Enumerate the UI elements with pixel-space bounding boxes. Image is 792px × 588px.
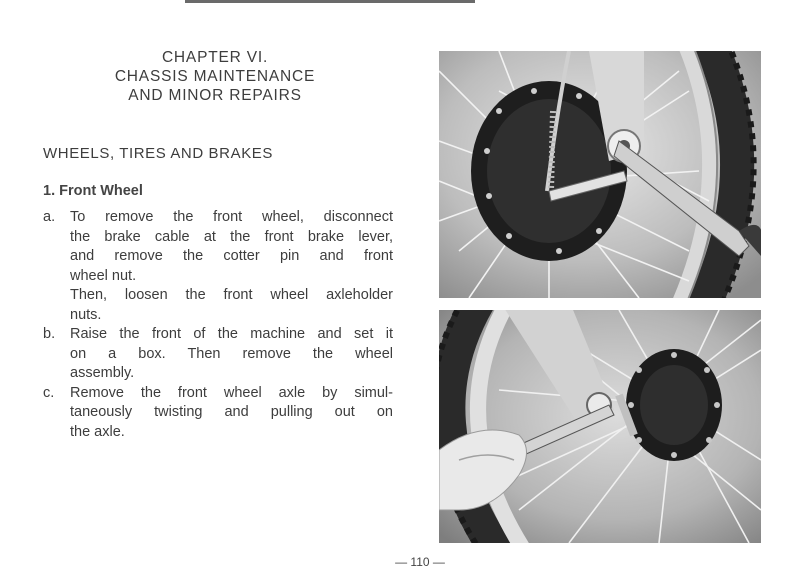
step-marker: a.: [43, 209, 56, 225]
chapter-title-line1: CHASSIS MAINTENANCE: [114, 68, 316, 85]
subsection-title: 1. Front Wheel: [43, 183, 143, 199]
section-title: WHEELS, TIRES AND BRAKES: [43, 145, 274, 162]
page-number: — 110 —: [395, 555, 445, 569]
step-a-line: wheel nut.: [70, 267, 137, 284]
step-a-line: Then, loosen the front wheel axleholder: [70, 287, 393, 303]
step-b-line: Raise the front of the machine and set it: [70, 326, 393, 342]
top-rule: [185, 0, 475, 3]
step-c: [43, 384, 393, 443]
step-c-line: the axle.: [70, 423, 125, 440]
step-b-line: on a box. Then remove the wheel: [70, 345, 393, 362]
step-b-line: assembly.: [70, 365, 135, 381]
step-a-line: nuts.: [70, 306, 102, 323]
step-c-line: Remove the front wheel axle by simul-: [70, 384, 393, 401]
instruction-list: [43, 208, 393, 442]
step-a-line: and remove the cotter pin and front: [70, 248, 393, 264]
chapter-title-line2: AND MINOR REPAIRS: [128, 87, 302, 104]
step-marker: c.: [43, 384, 55, 401]
step-b: [43, 325, 393, 384]
step-c-line: taneously twisting and pulling out on: [70, 404, 393, 420]
photo-axle-removal: [439, 310, 761, 543]
chapter-number: CHAPTER VI.: [161, 49, 269, 66]
chapter-heading: [40, 48, 390, 105]
step-a-line: To remove the front wheel, disconnect: [70, 209, 393, 225]
step-a: [43, 208, 393, 325]
step-a-line: the brake cable at the front brake lever,: [70, 228, 393, 245]
step-marker: b.: [43, 326, 56, 342]
photo-front-brake: [439, 51, 761, 298]
